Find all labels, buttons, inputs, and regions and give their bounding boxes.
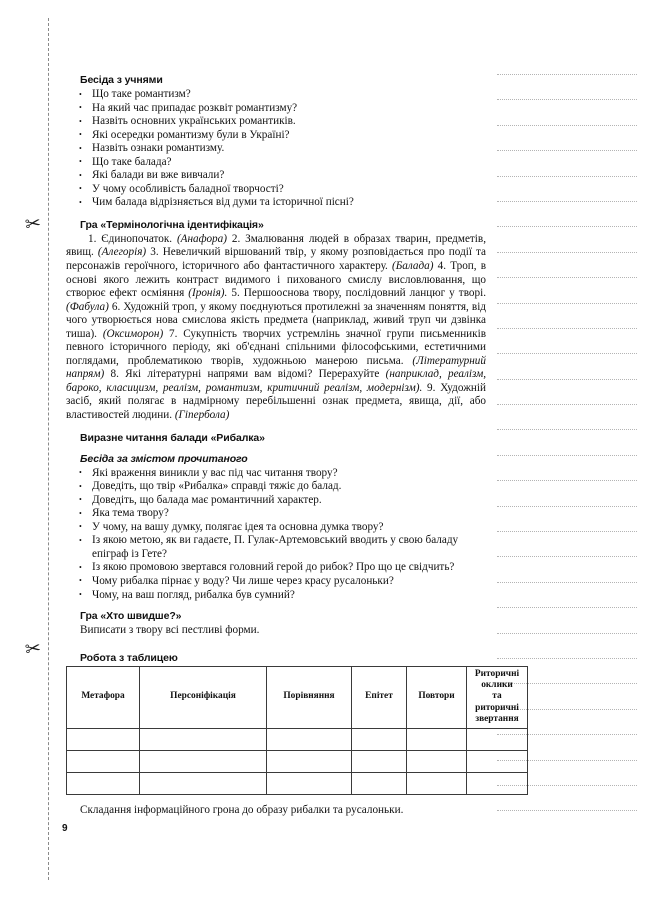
table-column-header: Персоніфікація bbox=[140, 666, 267, 728]
reading-question: • У чому, на вашу думку, полягає ідея та основна думка твору? bbox=[66, 521, 486, 535]
reading-question: • Доведіть, що твір «Рибалка» справді тяжіє до балад. bbox=[66, 480, 486, 494]
term-item-number: 5. bbox=[231, 287, 244, 300]
table-cell-empty[interactable] bbox=[67, 728, 140, 750]
writing-rule-line bbox=[497, 379, 637, 380]
reading-question: • Із якою метою, як ви гадаєте, П. Гулак-Артемовський вводить у свою баладу епіграф із Гете? bbox=[66, 534, 486, 561]
term-item-number: 7. bbox=[169, 327, 184, 340]
term-item-number: 2. bbox=[231, 232, 246, 245]
section-table-work bbox=[66, 651, 520, 795]
scissors-icon: ✂ bbox=[23, 637, 43, 662]
table-cell-empty[interactable] bbox=[140, 750, 267, 772]
table-column-header: Епітет bbox=[352, 666, 407, 728]
term-item-answer: (Балада) bbox=[391, 260, 434, 273]
term-item-answer: (Іронія). bbox=[188, 287, 228, 300]
section-speed-game bbox=[66, 610, 486, 638]
term-item-number: 8. bbox=[110, 368, 126, 381]
section-heading: Виразне читання балади «Рибалка» bbox=[80, 431, 265, 444]
writing-rule-line bbox=[497, 429, 637, 430]
table-header-row bbox=[67, 666, 528, 728]
term-item-text: Які літературні напрями вам відомі? Перерахуйте bbox=[125, 368, 386, 381]
discussion-question: • Назвіть ознаки романтизму. bbox=[66, 142, 486, 156]
term-item-answer: (Фабула) bbox=[66, 300, 109, 313]
table-cell-empty[interactable] bbox=[267, 750, 352, 772]
term-item-answer: (Оксиморон) bbox=[102, 327, 164, 340]
table-row bbox=[67, 728, 528, 750]
terminology-paragraph bbox=[66, 233, 486, 423]
term-item-text: Невеличкий віршований твір, у якому розповідається про події та персонажів героїчного, історичного або фантастичного характеру. bbox=[66, 246, 487, 273]
writing-rule-line bbox=[497, 404, 637, 405]
discussion-question: • Що таке романтизм? bbox=[66, 88, 486, 102]
discussion-question: • На який час припадає розквіт романтизму? bbox=[66, 102, 486, 116]
table-cell-empty[interactable] bbox=[267, 728, 352, 750]
writing-rule-line bbox=[497, 277, 637, 278]
term-item-text: Єдинопочаток. bbox=[101, 232, 177, 245]
term-item-text: Сукупність творчих устремлінь значної групи письменників певного історичного періоду, які об'єднані спільними філософськими, естетичними поглядами, проблематикою творів, художньою манерою письма. bbox=[66, 327, 486, 367]
table-cell-empty[interactable] bbox=[407, 750, 467, 772]
table-column-header: Порівняння bbox=[267, 666, 352, 728]
table-column-header: Метафора bbox=[67, 666, 140, 728]
section-subheading: Бесіда за змістом прочитаного bbox=[80, 452, 248, 465]
table-column-header: Риторичні оклики та риторичні звертання bbox=[467, 666, 528, 728]
table-cell-empty[interactable] bbox=[352, 750, 407, 772]
writing-rule-line bbox=[497, 303, 637, 304]
reading-question: • Чому рибалка пірнає у воду? Чи лише через красу русалоньки? bbox=[66, 575, 486, 589]
writing-rule-line bbox=[497, 252, 637, 253]
term-item-answer: (Алегорія) bbox=[97, 246, 147, 259]
table-cell-empty[interactable] bbox=[467, 728, 528, 750]
writing-rule-line bbox=[497, 99, 637, 100]
table-cell-empty[interactable] bbox=[267, 772, 352, 794]
reading-question: • Яка тема твору? bbox=[66, 507, 486, 521]
writing-rule-line bbox=[497, 480, 637, 481]
page-number: 9 bbox=[62, 823, 68, 834]
discussion-question: • Які осередки романтизму були в Україні? bbox=[66, 129, 486, 143]
scissors-icon: ✂ bbox=[23, 212, 43, 237]
table-cell-empty[interactable] bbox=[407, 728, 467, 750]
writing-rule-line bbox=[497, 150, 637, 151]
page-content bbox=[66, 0, 520, 900]
discussion-question: • Що таке балада? bbox=[66, 156, 486, 170]
writing-rule-line bbox=[497, 201, 637, 202]
table-cell-empty[interactable] bbox=[140, 772, 267, 794]
writing-rule-line bbox=[497, 74, 637, 75]
term-item-number: 6. bbox=[111, 300, 124, 313]
term-item-answer: (Гіпербола) bbox=[174, 409, 230, 422]
reading-question: • Чому, на ваш погляд, рибалка був сумний? bbox=[66, 589, 486, 603]
table-row bbox=[67, 750, 528, 772]
writing-rule-line bbox=[497, 556, 637, 557]
writing-rule-line bbox=[497, 607, 637, 608]
term-item-text: Змалювання людей в образах тварин, предметів, явищ. bbox=[66, 232, 486, 259]
discussion-question: • Які балади ви вже вивчали? bbox=[66, 169, 486, 183]
term-item-answer: (Літературний напрям) bbox=[66, 354, 486, 381]
reading-question-list bbox=[66, 467, 486, 602]
reading-question: • Які враження виникли у вас під час читання твору? bbox=[66, 467, 486, 481]
section-heading: Гра «Хто швидше?» bbox=[80, 610, 182, 623]
discussion-question: • Назвіть основних українських романтиків. bbox=[66, 115, 486, 129]
section-discussion bbox=[66, 74, 486, 210]
term-item-number: 4. bbox=[437, 260, 451, 273]
section-expressive-reading bbox=[66, 432, 486, 602]
writing-rule-line bbox=[497, 226, 637, 227]
reading-question: • Доведіть, що балада має романтичний характер. bbox=[66, 494, 486, 508]
table-cell-empty[interactable] bbox=[352, 728, 407, 750]
term-item-text: Першооснова твору, послідовний ланцюг у творі. bbox=[243, 287, 486, 300]
writing-rule-line bbox=[497, 125, 637, 126]
table-body bbox=[67, 728, 528, 794]
term-item-answer: (наприклад, реалізм, бароко, класицизм, реалізм, романтизм, критичний реалізм, модернізм). bbox=[66, 368, 487, 394]
table-row bbox=[67, 772, 528, 794]
writing-rule-line bbox=[497, 810, 637, 811]
speed-game-task: Виписати з твору всі пестливі форми. bbox=[80, 624, 260, 637]
closing-task: Складання інформаційного грона до образу рибалки та русалоньки. bbox=[80, 803, 404, 816]
term-item-number: 3. bbox=[150, 246, 163, 259]
discussion-question-list bbox=[66, 88, 486, 210]
writing-rule-line bbox=[497, 582, 637, 583]
section-heading: Гра «Термінологічна ідентифікація» bbox=[80, 218, 264, 231]
term-item-number: 9. bbox=[427, 381, 441, 394]
discussion-question: • Чим балада відрізняється від думи та історичної пісні? bbox=[66, 196, 486, 210]
table-cell-empty[interactable] bbox=[407, 772, 467, 794]
table-cell-empty[interactable] bbox=[352, 772, 407, 794]
table-cell-empty[interactable] bbox=[140, 728, 267, 750]
discussion-question: • У чому особливість баладної творчості? bbox=[66, 183, 486, 197]
writing-rule-line bbox=[497, 633, 637, 634]
writing-rule-line bbox=[497, 531, 637, 532]
section-heading: Робота з таблицею bbox=[80, 651, 178, 664]
writing-rule-line bbox=[497, 506, 637, 507]
cut-guide-line bbox=[48, 18, 49, 880]
term-item-text: Троп, в основі якого лежить контраст видимого і пихованого смислу висловлювання, що створює ефект осміяння bbox=[66, 260, 487, 300]
writing-rule-line bbox=[497, 353, 637, 354]
table-cell-empty[interactable] bbox=[467, 772, 528, 794]
section-terminology-game bbox=[66, 219, 486, 423]
reading-question: • Із якою промовою звертався головний герой до рибок? Про що це свідчить? bbox=[66, 561, 486, 575]
table-column-header: Повтори bbox=[407, 666, 467, 728]
writing-rule-line bbox=[497, 658, 637, 659]
literary-devices-table bbox=[66, 666, 528, 795]
table-cell-empty[interactable] bbox=[67, 772, 140, 794]
writing-rule-line bbox=[497, 455, 637, 456]
term-item-answer: (Анафора) bbox=[176, 232, 227, 245]
writing-rule-line bbox=[497, 328, 637, 329]
section-heading: Бесіда з учнями bbox=[80, 74, 163, 86]
writing-rule-line bbox=[497, 176, 637, 177]
table-cell-empty[interactable] bbox=[67, 750, 140, 772]
term-item-text: Художній троп, у якому поєднуються протилежні за значенням поняття, від чого утворюється нова смислова якість предмета (наприклад, живий труп чи дзвінка тиша). bbox=[66, 300, 486, 340]
term-item-number: 1. bbox=[88, 232, 102, 245]
term-item-text: Художній засіб, який полягає в надмірному перебільшенні ознак предмета, явища, дії, або властивостей людини. bbox=[66, 381, 487, 422]
table-cell-empty[interactable] bbox=[467, 750, 528, 772]
